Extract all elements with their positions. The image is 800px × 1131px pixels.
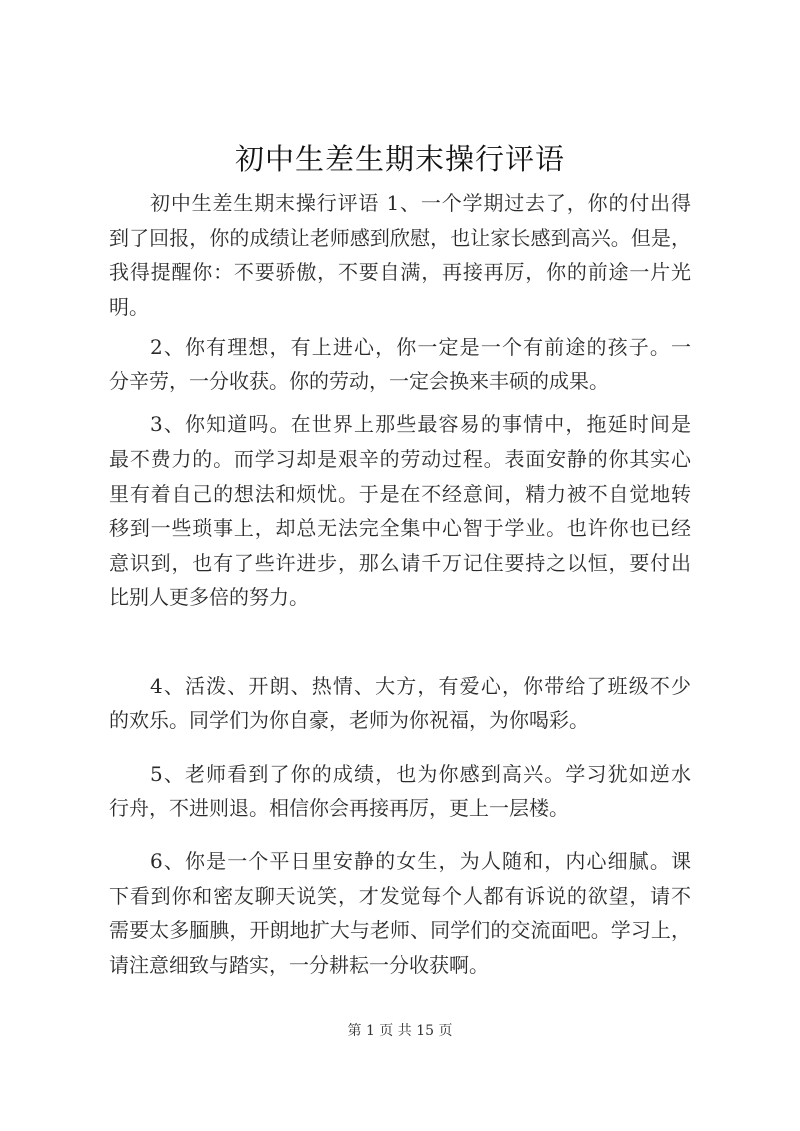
paragraph-4-line: 4、活泼、开朗、热情、大方，有爱心，你带给了班级不少 <box>150 674 691 698</box>
paragraph-6-line: 6、你是一个平日里安静的女生，为人随和，内心细腻。课 <box>150 849 691 873</box>
paragraph-3-line: 最不费力的。而学习却是艰辛的劳动过程。表面安静的你其实心 <box>109 447 691 471</box>
paragraph-3-line: 意识到，也有了些许进步，那么请千万记住要持之以恒，要付出 <box>109 551 691 575</box>
paragraph-3-line: 比别人更多倍的努力。 <box>109 585 309 609</box>
paragraph-1-line: 我得提醒你：不要骄傲，不要自满，再接再厉，你的前途一片光 <box>109 260 691 284</box>
paragraph-5-line: 行舟，不进则退。相信你会再接再厉，更上一层楼。 <box>109 796 569 820</box>
paragraph-5-line: 5、老师看到了你的成绩，也为你感到高兴。学习犹如逆水 <box>150 762 691 786</box>
paragraph-1-line: 明。 <box>109 295 149 319</box>
paragraph-6-line: 需要太多腼腆，开朗地扩大与老师、同学们的交流面吧。学习上， <box>109 918 691 942</box>
paragraph-3-line: 移到一些琐事上，却总无法完全集中心智于学业。也许你也已经 <box>109 516 691 540</box>
paragraph-6-line: 下看到你和密友聊天说笑，才发觉每个人都有诉说的欲望，请不 <box>109 884 691 908</box>
paragraph-3-line: 里有着自己的想法和烦忧。于是在不经意间，精力被不自觉地转 <box>109 482 691 506</box>
paragraph-4-line: 的欢乐。同学们为你自豪，老师为你祝福，为你喝彩。 <box>109 708 589 732</box>
paragraph-6-line: 请注意细致与踏实，一分耕耘一分收获啊。 <box>109 953 489 977</box>
paragraph-2-line: 分辛劳，一分收获。你的劳动，一定会换来丰硕的成果。 <box>109 369 609 393</box>
paragraph-3-line: 3、你知道吗。在世界上那些最容易的事情中，拖延时间是 <box>150 412 691 436</box>
paragraph-1-line: 初中生差生期末操行评语 1、一个学期过去了，你的付出得 <box>150 191 691 215</box>
paragraph-1-line: 到了回报，你的成绩让老师感到欣慰，也让家长感到高兴。但是， <box>109 226 691 250</box>
page-footer: 第 1 页 共 15 页 <box>347 1023 453 1039</box>
paragraph-2-line: 2、你有理想，有上进心，你一定是一个有前途的孩子。一 <box>150 335 691 359</box>
document-title: 初中生差生期末操行评语 <box>234 142 565 176</box>
